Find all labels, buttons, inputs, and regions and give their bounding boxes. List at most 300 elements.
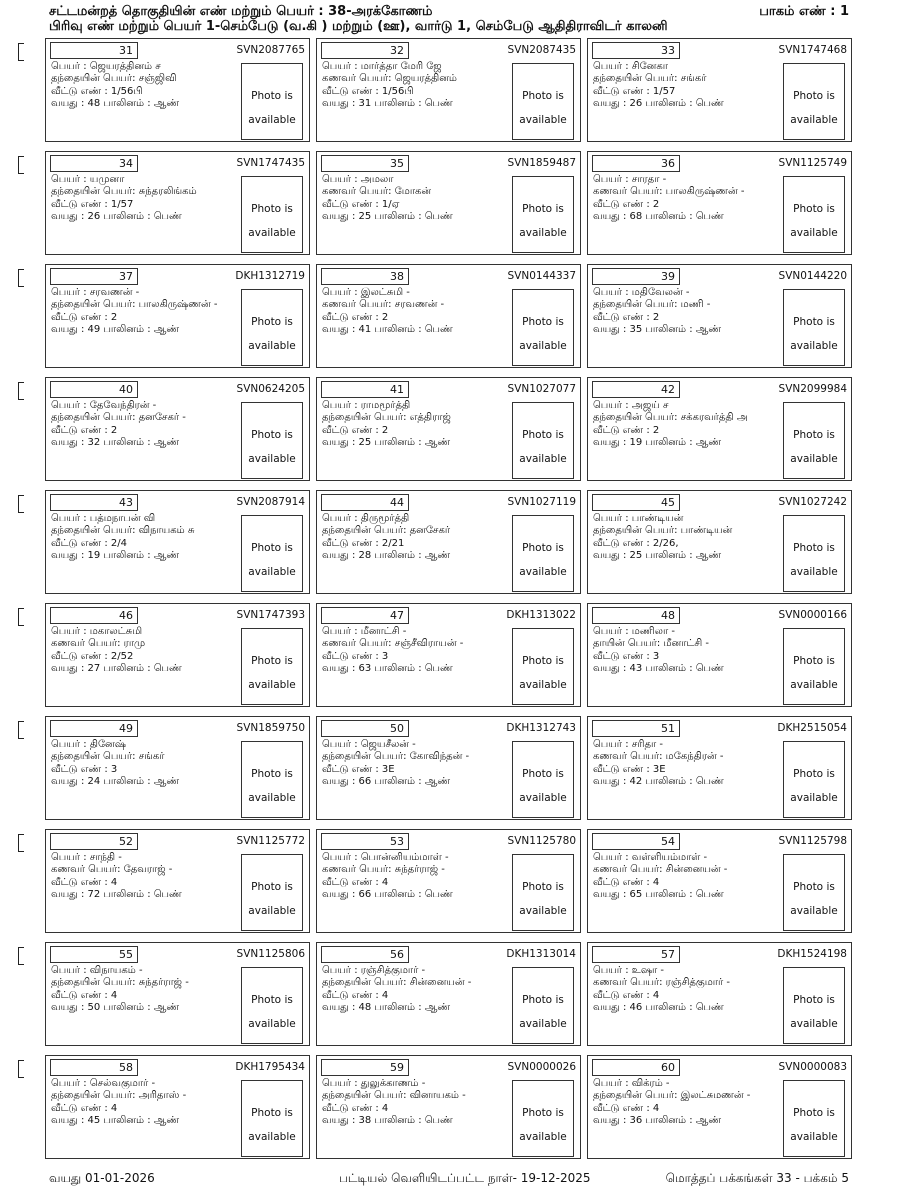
serial-number: 51 bbox=[592, 720, 680, 737]
serial-number: 55 bbox=[50, 946, 138, 963]
serial-number: 59 bbox=[321, 1059, 409, 1076]
voter-name: பெயர் : உஷா - bbox=[593, 965, 665, 976]
voter-details bbox=[322, 61, 512, 110]
epic-number: SVN0144220 bbox=[778, 270, 847, 282]
age-gender: வயது : 28 பாலினம் : ஆண் bbox=[322, 549, 451, 561]
photo-placeholder bbox=[783, 1080, 845, 1157]
photo-text-line2: available bbox=[519, 1131, 567, 1143]
relation-name: கணவர் பெயர்: ரஞ்சித்குமார் - bbox=[593, 977, 731, 989]
epic-number: DKH1313022 bbox=[506, 609, 576, 621]
epic-number: SVN1027119 bbox=[507, 496, 576, 508]
age-gender: வயது : 46 பாலினம் : பெண் bbox=[593, 1001, 724, 1013]
voter-name: பெயர் : யமுனா bbox=[51, 174, 125, 185]
relation-name: கணவர் பெயர்: சுந்தர்ராஜ் - bbox=[322, 864, 445, 876]
photo-text-line2: available bbox=[790, 792, 838, 804]
relation-name: தந்தையின் பெயர்: பாலகிருஷ்ணன் - bbox=[51, 299, 218, 311]
margin-mark bbox=[18, 834, 24, 852]
photo-text-line1: Photo is bbox=[522, 316, 564, 328]
age-gender: வயது : 66 பாலினம் : ஆண் bbox=[322, 775, 451, 787]
photo-placeholder bbox=[512, 63, 574, 140]
voter-card bbox=[316, 377, 581, 481]
serial-number: 39 bbox=[592, 268, 680, 285]
photo-placeholder bbox=[241, 176, 303, 253]
voter-details bbox=[51, 174, 241, 223]
voter-card bbox=[45, 377, 310, 481]
epic-number: SVN1747435 bbox=[236, 157, 305, 169]
voter-name: பெயர் : தேவேந்திரன் - bbox=[51, 400, 157, 411]
relation-name: தந்தையின் பெயர்: தனசேகர் bbox=[322, 525, 451, 537]
age-gender: வயது : 35 பாலினம் : ஆண் bbox=[593, 323, 722, 335]
voter-card bbox=[45, 716, 310, 820]
page-count: மொத்தப் பக்கங்கள் 33 - பக்கம் 5 bbox=[665, 1171, 849, 1185]
photo-placeholder bbox=[512, 176, 574, 253]
photo-text-line1: Photo is bbox=[251, 542, 293, 554]
age-gender: வயது : 48 பாலினம் : ஆண் bbox=[51, 97, 180, 109]
photo-text-line2: available bbox=[248, 1131, 296, 1143]
epic-number: SVN0624205 bbox=[236, 383, 305, 395]
margin-mark bbox=[18, 269, 24, 287]
epic-number: SVN2087765 bbox=[236, 44, 305, 56]
photo-placeholder bbox=[512, 741, 574, 818]
age-gender: வயது : 27 பாலினம் : பெண் bbox=[51, 662, 182, 674]
serial-number: 38 bbox=[321, 268, 409, 285]
epic-number: DKH1312719 bbox=[235, 270, 305, 282]
part-number: பாகம் எண் : 1 bbox=[759, 4, 849, 19]
serial-number: 54 bbox=[592, 833, 680, 850]
photo-text-line2: available bbox=[790, 1131, 838, 1143]
house-number: வீட்டு எண் : 3 bbox=[593, 650, 660, 662]
photo-text-line1: Photo is bbox=[251, 316, 293, 328]
voter-details bbox=[593, 287, 783, 336]
photo-text-line2: available bbox=[248, 679, 296, 691]
serial-number: 49 bbox=[50, 720, 138, 737]
voter-details bbox=[51, 513, 241, 562]
voter-card bbox=[316, 716, 581, 820]
voter-name: பெயர் : ஜெயசீலன் - bbox=[322, 739, 416, 750]
photo-text-line1: Photo is bbox=[793, 881, 835, 893]
photo-placeholder bbox=[241, 1080, 303, 1157]
relation-name: கணவர் பெயர்: ஜெயரத்தினம் bbox=[322, 73, 457, 85]
age-gender: வயது : 26 பாலினம் : பெண் bbox=[51, 210, 182, 222]
photo-text-line1: Photo is bbox=[793, 429, 835, 441]
house-number: வீட்டு எண் : 2/21 bbox=[322, 537, 405, 549]
margin-mark bbox=[18, 382, 24, 400]
photo-text-line2: available bbox=[248, 340, 296, 352]
photo-text-line1: Photo is bbox=[522, 429, 564, 441]
serial-number: 32 bbox=[321, 42, 409, 59]
photo-placeholder bbox=[512, 628, 574, 705]
voter-card bbox=[316, 490, 581, 594]
relation-name: தந்தையின் பெயர்: வினாயகம் - bbox=[322, 1090, 466, 1102]
relation-name: தந்தையின் பெயர்: இலட்சுமணன் - bbox=[593, 1090, 751, 1102]
voter-name: பெயர் : இலட்சுமி - bbox=[322, 287, 410, 298]
house-number: வீட்டு எண் : 2/26, bbox=[593, 537, 679, 549]
photo-text-line1: Photo is bbox=[251, 655, 293, 667]
epic-number: DKH1313014 bbox=[506, 948, 576, 960]
margin-mark bbox=[18, 608, 24, 626]
age-gender: வயது : 26 பாலினம் : பெண் bbox=[593, 97, 724, 109]
voter-card bbox=[587, 603, 852, 707]
serial-number: 40 bbox=[50, 381, 138, 398]
house-number: வீட்டு எண் : 3 bbox=[322, 650, 389, 662]
page-header bbox=[49, 4, 849, 34]
voter-card bbox=[45, 829, 310, 933]
voter-details bbox=[322, 965, 512, 1014]
voter-card bbox=[587, 716, 852, 820]
margin-mark bbox=[18, 43, 24, 61]
photo-placeholder bbox=[241, 741, 303, 818]
margin-mark bbox=[18, 495, 24, 513]
photo-text-line1: Photo is bbox=[522, 203, 564, 215]
age-gender: வயது : 48 பாலினம் : ஆண் bbox=[322, 1001, 451, 1013]
voter-details bbox=[593, 852, 783, 901]
serial-number: 37 bbox=[50, 268, 138, 285]
age-gender: வயது : 25 பாலினம் : ஆண் bbox=[593, 549, 722, 561]
house-number: வீட்டு எண் : 4 bbox=[51, 989, 118, 1001]
epic-number: DKH1524198 bbox=[777, 948, 847, 960]
photo-placeholder bbox=[783, 515, 845, 592]
voter-name: பெயர் : மதிவேலன் - bbox=[593, 287, 690, 298]
voter-card bbox=[316, 603, 581, 707]
voter-name: பெயர் : சரிதா - bbox=[593, 739, 664, 750]
photo-text-line1: Photo is bbox=[522, 655, 564, 667]
photo-text-line1: Photo is bbox=[251, 994, 293, 1006]
epic-number: DKH2515054 bbox=[777, 722, 847, 734]
age-gender: வயது : 41 பாலினம் : பெண் bbox=[322, 323, 453, 335]
epic-number: SVN1125749 bbox=[778, 157, 847, 169]
voter-card bbox=[45, 151, 310, 255]
photo-placeholder bbox=[512, 1080, 574, 1157]
voter-name: பெயர் : பத்மநாபன் வி bbox=[51, 513, 156, 524]
photo-placeholder bbox=[783, 63, 845, 140]
voter-name: பெயர் : திருமூர்த்தி bbox=[322, 513, 410, 524]
photo-text-line2: available bbox=[519, 905, 567, 917]
relation-name: கணவர் பெயர்: சரவணன் - bbox=[322, 299, 445, 311]
house-number: வீட்டு எண் : 2/4 bbox=[51, 537, 127, 549]
serial-number: 56 bbox=[321, 946, 409, 963]
photo-text-line1: Photo is bbox=[793, 994, 835, 1006]
photo-text-line1: Photo is bbox=[522, 90, 564, 102]
epic-number: SVN1027077 bbox=[507, 383, 576, 395]
epic-number: SVN1859750 bbox=[236, 722, 305, 734]
voter-details bbox=[51, 1078, 241, 1127]
epic-number: SVN1125806 bbox=[236, 948, 305, 960]
epic-number: SVN0000166 bbox=[778, 609, 847, 621]
voter-details bbox=[593, 174, 783, 223]
serial-number: 31 bbox=[50, 42, 138, 59]
voter-card bbox=[316, 1055, 581, 1159]
publication-date: பட்டியல் வெளியிடப்பட்ட நாள்- 19-12-2025 bbox=[339, 1171, 591, 1185]
photo-placeholder bbox=[241, 854, 303, 931]
age-gender: வயது : 38 பாலினம் : பெண் bbox=[322, 1114, 453, 1126]
epic-number: SVN0000083 bbox=[778, 1061, 847, 1073]
voter-card bbox=[587, 490, 852, 594]
epic-number: SVN1125772 bbox=[236, 835, 305, 847]
house-number: வீட்டு எண் : 2/52 bbox=[51, 650, 134, 662]
epic-number: SVN1859487 bbox=[507, 157, 576, 169]
photo-text-line2: available bbox=[248, 792, 296, 804]
voter-card bbox=[587, 377, 852, 481]
photo-text-line2: available bbox=[790, 340, 838, 352]
voter-details bbox=[322, 287, 512, 336]
relation-name: கணவர் பெயர்: ராமு bbox=[51, 638, 146, 650]
voter-card bbox=[316, 151, 581, 255]
photo-placeholder bbox=[783, 967, 845, 1044]
serial-number: 53 bbox=[321, 833, 409, 850]
voter-card bbox=[45, 1055, 310, 1159]
photo-placeholder bbox=[512, 967, 574, 1044]
voter-details bbox=[593, 739, 783, 788]
section-title: பிரிவு எண் மற்றும் பெயர் 1-செம்பேடு (வ.கி ) மற்றும் (ஊ), வார்டு 1, செம்பேடு ஆதிதிராவிடர் காலனி bbox=[49, 19, 668, 34]
house-number: வீட்டு எண் : 3 bbox=[51, 763, 118, 775]
house-number: வீட்டு எண் : 1/57 bbox=[51, 198, 134, 210]
relation-name: தந்தையின் பெயர்: சுந்தரலிங்கம் bbox=[51, 186, 197, 198]
relation-name: கணவர் பெயர்: மகேந்திரன் - bbox=[593, 751, 724, 763]
voter-name: பெயர் : சினேகா bbox=[593, 61, 668, 72]
photo-placeholder bbox=[241, 289, 303, 366]
voter-details bbox=[322, 1078, 512, 1127]
house-number: வீட்டு எண் : 2 bbox=[51, 311, 118, 323]
house-number: வீட்டு எண் : 3E bbox=[322, 763, 395, 775]
relation-name: கணவர் பெயர்: தேவராஜ் - bbox=[51, 864, 173, 876]
age-gender: வயது : 50 பாலினம் : ஆண் bbox=[51, 1001, 180, 1013]
voter-details bbox=[322, 626, 512, 675]
photo-placeholder bbox=[783, 289, 845, 366]
photo-text-line1: Photo is bbox=[522, 1107, 564, 1119]
photo-placeholder bbox=[512, 854, 574, 931]
age-gender: வயது : 42 பாலினம் : பெண் bbox=[593, 775, 724, 787]
voter-details bbox=[51, 61, 241, 110]
age-gender: வயது : 72 பாலினம் : பெண் bbox=[51, 888, 182, 900]
relation-name: தந்தையின் பெயர்: சங்கர் bbox=[51, 751, 165, 763]
relation-name: தந்தையின் பெயர்: கோவிந்தன் - bbox=[322, 751, 470, 763]
serial-number: 48 bbox=[592, 607, 680, 624]
voter-card bbox=[316, 942, 581, 1046]
epic-number: SVN1125798 bbox=[778, 835, 847, 847]
house-number: வீட்டு எண் : 2 bbox=[593, 424, 660, 436]
house-number: வீட்டு எண் : 2 bbox=[322, 311, 389, 323]
photo-text-line1: Photo is bbox=[522, 994, 564, 1006]
voter-details bbox=[51, 852, 241, 901]
house-number: வீட்டு எண் : 1/57 bbox=[593, 85, 676, 97]
photo-text-line2: available bbox=[790, 905, 838, 917]
photo-text-line1: Photo is bbox=[251, 429, 293, 441]
voter-name: பெயர் : சாந்தி - bbox=[51, 852, 122, 863]
age-gender: வயது : 45 பாலினம் : ஆண் bbox=[51, 1114, 180, 1126]
house-number: வீட்டு எண் : 4 bbox=[593, 989, 660, 1001]
serial-number: 35 bbox=[321, 155, 409, 172]
voter-name: பெயர் : ராமமூர்த்தி bbox=[322, 400, 411, 411]
serial-number: 42 bbox=[592, 381, 680, 398]
photo-text-line2: available bbox=[248, 566, 296, 578]
photo-placeholder bbox=[241, 628, 303, 705]
epic-number: SVN1747393 bbox=[236, 609, 305, 621]
photo-text-line1: Photo is bbox=[793, 1107, 835, 1119]
photo-text-line1: Photo is bbox=[251, 881, 293, 893]
voter-name: பெயர் : ஜெயரத்தினம் ச bbox=[51, 61, 161, 72]
age-gender: வயது : 19 பாலினம் : ஆண் bbox=[593, 436, 722, 448]
photo-text-line1: Photo is bbox=[522, 768, 564, 780]
voter-details bbox=[593, 965, 783, 1014]
photo-text-line2: available bbox=[790, 679, 838, 691]
voter-name: பெயர் : மீனாட்சி - bbox=[322, 626, 407, 637]
photo-placeholder bbox=[783, 741, 845, 818]
voter-name: பெயர் : மகாலட்சுமி bbox=[51, 626, 143, 637]
photo-text-line2: available bbox=[248, 453, 296, 465]
voter-card bbox=[45, 38, 310, 142]
voter-name: பெயர் : விநாயகம் - bbox=[51, 965, 143, 976]
relation-name: தந்தையின் பெயர்: சுந்தர்ராஜ் - bbox=[51, 977, 189, 989]
margin-mark bbox=[18, 1060, 24, 1078]
serial-number: 52 bbox=[50, 833, 138, 850]
photo-text-line2: available bbox=[790, 566, 838, 578]
age-gender: வயது : 36 பாலினம் : ஆண் bbox=[593, 1114, 722, 1126]
voter-card bbox=[316, 829, 581, 933]
house-number: வீட்டு எண் : 4 bbox=[51, 876, 118, 888]
epic-number: SVN1027242 bbox=[778, 496, 847, 508]
photo-text-line2: available bbox=[519, 792, 567, 804]
margin-mark bbox=[18, 156, 24, 174]
voter-details bbox=[593, 61, 783, 110]
voter-card bbox=[45, 942, 310, 1046]
photo-text-line1: Photo is bbox=[251, 203, 293, 215]
epic-number: SVN0144337 bbox=[507, 270, 576, 282]
photo-text-line1: Photo is bbox=[251, 768, 293, 780]
age-gender: வயது : 19 பாலினம் : ஆண் bbox=[51, 549, 180, 561]
epic-number: SVN2087914 bbox=[236, 496, 305, 508]
photo-text-line2: available bbox=[248, 905, 296, 917]
serial-number: 41 bbox=[321, 381, 409, 398]
voter-card bbox=[587, 942, 852, 1046]
photo-text-line1: Photo is bbox=[522, 542, 564, 554]
serial-number: 33 bbox=[592, 42, 680, 59]
epic-number: DKH1312743 bbox=[506, 722, 576, 734]
photo-text-line1: Photo is bbox=[522, 881, 564, 893]
relation-name: கணவர் பெயர்: மோகன் bbox=[322, 186, 432, 198]
photo-text-line2: available bbox=[790, 453, 838, 465]
epic-number: SVN2087435 bbox=[507, 44, 576, 56]
epic-number: SVN2099984 bbox=[778, 383, 847, 395]
relation-name: தந்தையின் பெயர்: சக்கரவர்த்தி அ bbox=[593, 412, 748, 424]
age-gender: வயது : 65 பாலினம் : பெண் bbox=[593, 888, 724, 900]
margin-mark bbox=[18, 947, 24, 965]
house-number: வீட்டு எண் : 2 bbox=[593, 311, 660, 323]
house-number: வீட்டு எண் : 4 bbox=[322, 989, 389, 1001]
photo-placeholder bbox=[783, 854, 845, 931]
serial-number: 36 bbox=[592, 155, 680, 172]
photo-placeholder bbox=[241, 515, 303, 592]
photo-placeholder bbox=[241, 967, 303, 1044]
photo-placeholder bbox=[783, 402, 845, 479]
photo-text-line2: available bbox=[248, 114, 296, 126]
photo-text-line1: Photo is bbox=[793, 655, 835, 667]
house-number: வீட்டு எண் : 4 bbox=[322, 1102, 389, 1114]
photo-placeholder bbox=[512, 402, 574, 479]
photo-placeholder bbox=[783, 628, 845, 705]
relation-name: தந்தையின் பெயர்: தனசேகர் - bbox=[51, 412, 186, 424]
photo-text-line1: Photo is bbox=[793, 768, 835, 780]
voter-details bbox=[322, 174, 512, 223]
voter-card bbox=[587, 151, 852, 255]
photo-text-line2: available bbox=[519, 566, 567, 578]
relation-name: தந்தையின் பெயர்: சின்னையன் - bbox=[322, 977, 472, 989]
voter-details bbox=[51, 965, 241, 1014]
age-gender: வயது : 31 பாலினம் : பெண் bbox=[322, 97, 453, 109]
page-footer bbox=[49, 1171, 849, 1189]
photo-text-line2: available bbox=[519, 679, 567, 691]
relation-name: கணவர் பெயர்: சஞ்சீவிராயன் - bbox=[322, 638, 464, 650]
voter-details bbox=[322, 513, 512, 562]
margin-mark bbox=[18, 721, 24, 739]
constituency-title: சட்டமன்றத் தொகுதியின் எண் மற்றும் பெயர் : 38-அரக்கோணம் bbox=[49, 4, 433, 19]
relation-name: தந்தையின் பெயர்: எத்திராஜ் bbox=[322, 412, 451, 424]
epic-number: SVN1125780 bbox=[507, 835, 576, 847]
photo-placeholder bbox=[241, 63, 303, 140]
relation-name: தாயின் பெயர்: மீனாட்சி - bbox=[593, 638, 710, 650]
voter-name: பெயர் : வள்ளியம்மாள் - bbox=[593, 852, 708, 863]
serial-number: 34 bbox=[50, 155, 138, 172]
photo-text-line2: available bbox=[790, 1018, 838, 1030]
house-number: வீட்டு எண் : 4 bbox=[593, 1102, 660, 1114]
voter-card bbox=[587, 829, 852, 933]
house-number: வீட்டு எண் : 2 bbox=[322, 424, 389, 436]
age-reference-date: வயது 01-01-2026 bbox=[49, 1171, 155, 1185]
age-gender: வயது : 49 பாலினம் : ஆண் bbox=[51, 323, 180, 335]
age-gender: வயது : 63 பாலினம் : பெண் bbox=[322, 662, 453, 674]
photo-text-line2: available bbox=[248, 227, 296, 239]
serial-number: 43 bbox=[50, 494, 138, 511]
voter-name: பெயர் : விக்ரம் - bbox=[593, 1078, 670, 1089]
relation-name: தந்தையின் பெயர்: சஞ்ஜிவி bbox=[51, 73, 177, 85]
house-number: வீட்டு எண் : 2 bbox=[51, 424, 118, 436]
voter-details bbox=[51, 739, 241, 788]
voter-card bbox=[45, 490, 310, 594]
house-number: வீட்டு எண் : 1/ஏ bbox=[322, 198, 400, 210]
house-number: வீட்டு எண் : 3E bbox=[593, 763, 666, 775]
epic-number: SVN0000026 bbox=[507, 1061, 576, 1073]
photo-text-line2: available bbox=[519, 340, 567, 352]
serial-number: 47 bbox=[321, 607, 409, 624]
photo-text-line2: available bbox=[790, 114, 838, 126]
voter-name: பெயர் : பொன்னியம்மாள் - bbox=[322, 852, 449, 863]
serial-number: 58 bbox=[50, 1059, 138, 1076]
age-gender: வயது : 25 பாலினம் : பெண் bbox=[322, 210, 453, 222]
voter-card bbox=[45, 603, 310, 707]
voter-details bbox=[593, 400, 783, 449]
voter-name: பெயர் : செல்வகுமார் - bbox=[51, 1078, 156, 1089]
serial-number: 46 bbox=[50, 607, 138, 624]
house-number: வீட்டு எண் : 1/56பி bbox=[322, 85, 414, 97]
voter-name: பெயர் : மணிலா - bbox=[593, 626, 675, 637]
left-margin-marks bbox=[18, 0, 28, 1200]
voter-details bbox=[593, 626, 783, 675]
serial-number: 45 bbox=[592, 494, 680, 511]
age-gender: வயது : 25 பாலினம் : ஆண் bbox=[322, 436, 451, 448]
age-gender: வயது : 43 பாலினம் : பெண் bbox=[593, 662, 724, 674]
relation-name: கணவர் பெயர்: பாலகிருஷ்ணன் - bbox=[593, 186, 745, 198]
photo-text-line2: available bbox=[519, 453, 567, 465]
photo-text-line1: Photo is bbox=[793, 90, 835, 102]
age-gender: வயது : 24 பாலினம் : ஆண் bbox=[51, 775, 180, 787]
voter-details bbox=[51, 626, 241, 675]
voter-details bbox=[322, 400, 512, 449]
age-gender: வயது : 66 பாலினம் : பெண் bbox=[322, 888, 453, 900]
age-gender: வயது : 32 பாலினம் : ஆண் bbox=[51, 436, 180, 448]
voter-name: பெயர் : ரஞ்சித்குமார் - bbox=[322, 965, 426, 976]
voter-name: பெயர் : சாரதா - bbox=[593, 174, 667, 185]
photo-text-line2: available bbox=[519, 114, 567, 126]
voter-details bbox=[322, 852, 512, 901]
